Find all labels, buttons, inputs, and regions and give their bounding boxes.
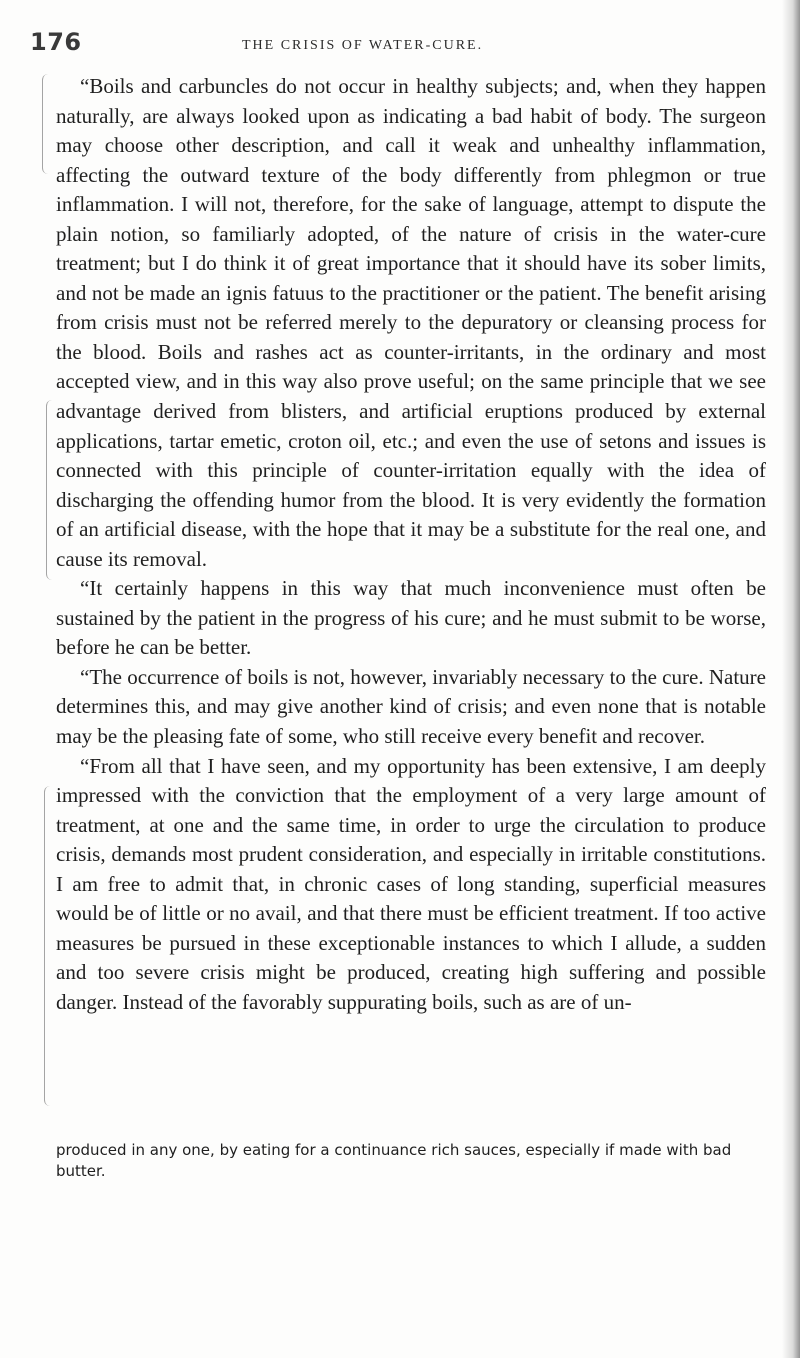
footnote: produced in any one, by eating for a continuance rich sauces, especially if made with bad butter. [56, 1141, 732, 1180]
paragraph: “Boils and carbuncles do not occur in healthy subjects; and, when they happen naturally, are always looked upon as indicating a bad habit of body. The surgeon may choose other description, and call it weak and unhealthy inflammation, affecting the outward texture of the body differently from phlegmon or true inflammation. I will not, therefore, for the sake of language, attempt to dispute the plain notion, so familiarly adopted, of the nature of crisis in the water-cure treatment; but I do think it of great importance that it should have its sober limits, and not be made an ignis fatuus to the practitioner or the patient. The benefit arising from crisis must not be referred merely to the depuratory or cleansing process for the blood. Boils and rashes act as counter-irritants, in the ordinary and most accepted view, and in this way also prove useful; on the same principle that we see advantage derived from blisters, and artificial eruptions produced by external applications, tartar emetic, croton oil, etc.; and even the use of setons and issues is connected with this principle of counter-irritation equally with the idea of discharging the offending humor from the blood. It is very evidently the formation of an artificial disease, with the hope that it may be a substitute for the real one, and cause its removal. [56, 74, 766, 571]
margin-pencil-mark [42, 74, 49, 174]
page-edge-shadow [782, 0, 800, 1358]
body-text [56, 72, 766, 1018]
paragraph: “From all that I have seen, and my opportunity has been extensive, I am deeply impressed with the conviction that the employment of a very large amount of treatment, at one and the same time, in order to urge the circulation to produce crisis, demands most prudent consideration, and especially in irritable constitutions. I am free to admit that, in chronic cases of long standing, superficial measures would be of little or no avail, and that there must be efficient treatment. If too active measures be pursued in these exceptionable instances to which I allude, a sudden and too severe crisis might be produced, creating high suffering and possible danger. Instead of the favorably suppurating boils, such as are of un- [56, 753, 766, 1014]
paragraph: “It certainly happens in this way that much inconvenience must often be sustained by the patient in the progress of his cure; and he must submit to be worse, before he can be better. [56, 576, 766, 660]
page-number: 176 [30, 28, 82, 56]
running-head: THE CRISIS OF WATER-CURE. [242, 38, 484, 53]
paragraph: “The occurrence of boils is not, however, invariably necessary to the cure. Nature determines this, and may give another kind of crisis; and even none that is notable may be the pleasing fate of some, who still receive every benefit and recover. [56, 664, 766, 749]
margin-pencil-mark [46, 400, 53, 580]
page-header [30, 28, 750, 64]
margin-pencil-mark [44, 786, 51, 1106]
